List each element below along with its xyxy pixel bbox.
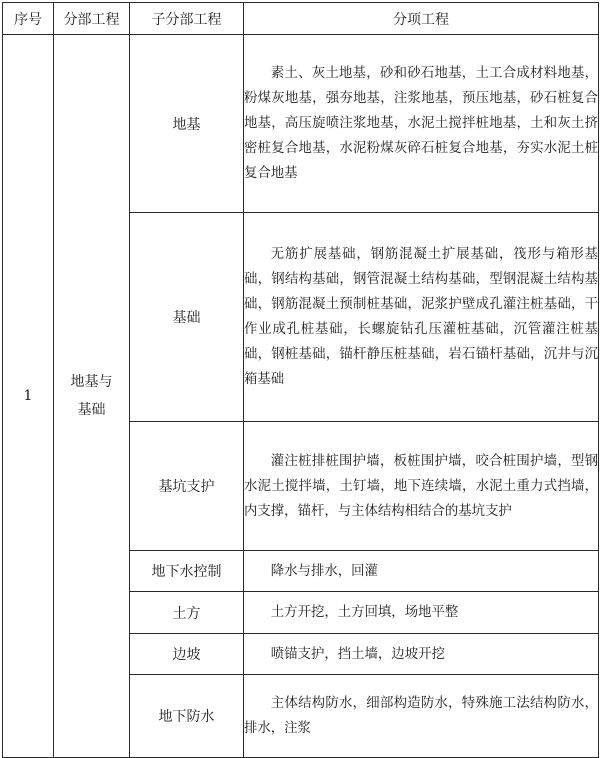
header-row xyxy=(3,3,599,35)
division-line2: 基础 xyxy=(77,402,106,418)
header-division: 分部工程 xyxy=(54,3,130,35)
seq-cell: 1 xyxy=(3,35,54,758)
division-table xyxy=(2,2,599,758)
division-cell xyxy=(54,35,130,758)
subdivision-items: 降水与排水，回灌 xyxy=(244,551,599,592)
subdivision-items: 灌注桩排桩围护墙，板桩围护墙，咬合桩围护墙，型钢水泥土搅拌墙，土钉墙，地下连续墙，水泥土重力式挡墙，内支撑，锚杆，与主体结构相结合的基坑支护 xyxy=(244,422,599,551)
subdivision-items: 无筋扩展基础，钢筋混凝土扩展基础，筏形与箱形基础，钢结构基础，钢管混凝土结构基础，型钢混凝土结构基础，钢筋混凝土预制桩基础，泥浆护壁成孔灌注桩基础，干作业成孔桩基础，长螺旋钻孔压灌桩基础，沉管灌注桩基础，钢桩基础，锚杆静压桩基础，岩石锚杆基础，沉井与沉箱基础 xyxy=(244,213,599,422)
subdivision-items: 主体结构防水，细部构造防水，特殊施工法结构防水，排水，注浆 xyxy=(244,675,599,758)
subdivision-name: 基坑支护 xyxy=(130,422,244,551)
subdivision-name: 地基 xyxy=(130,35,244,213)
header-items: 分项工程 xyxy=(244,3,599,35)
subdivision-items: 喷锚支护，挡土墙，边坡开挖 xyxy=(244,634,599,675)
header-subdivision: 子分部工程 xyxy=(130,3,244,35)
subdivision-items: 素土、灰土地基，砂和砂石地基，土工合成材料地基，粉煤灰地基，强夯地基，注浆地基，预压地基，砂石桩复合地基，高压旋喷注浆地基，水泥土搅拌桩地基，土和灰土挤密桩复合地基，水泥粉煤灰碎石桩复合地基，夯实水泥土桩复合地基 xyxy=(244,35,599,213)
subdivision-name: 基础 xyxy=(130,213,244,422)
subdivision-name: 边坡 xyxy=(130,634,244,675)
division-line1: 地基与 xyxy=(70,374,113,390)
header-seq: 序号 xyxy=(3,3,54,35)
table-row xyxy=(3,35,599,213)
subdivision-name: 地下水控制 xyxy=(130,551,244,592)
subdivision-name: 地下防水 xyxy=(130,675,244,758)
subdivision-name: 土方 xyxy=(130,592,244,634)
subdivision-items: 土方开挖，土方回填，场地平整 xyxy=(244,592,599,634)
